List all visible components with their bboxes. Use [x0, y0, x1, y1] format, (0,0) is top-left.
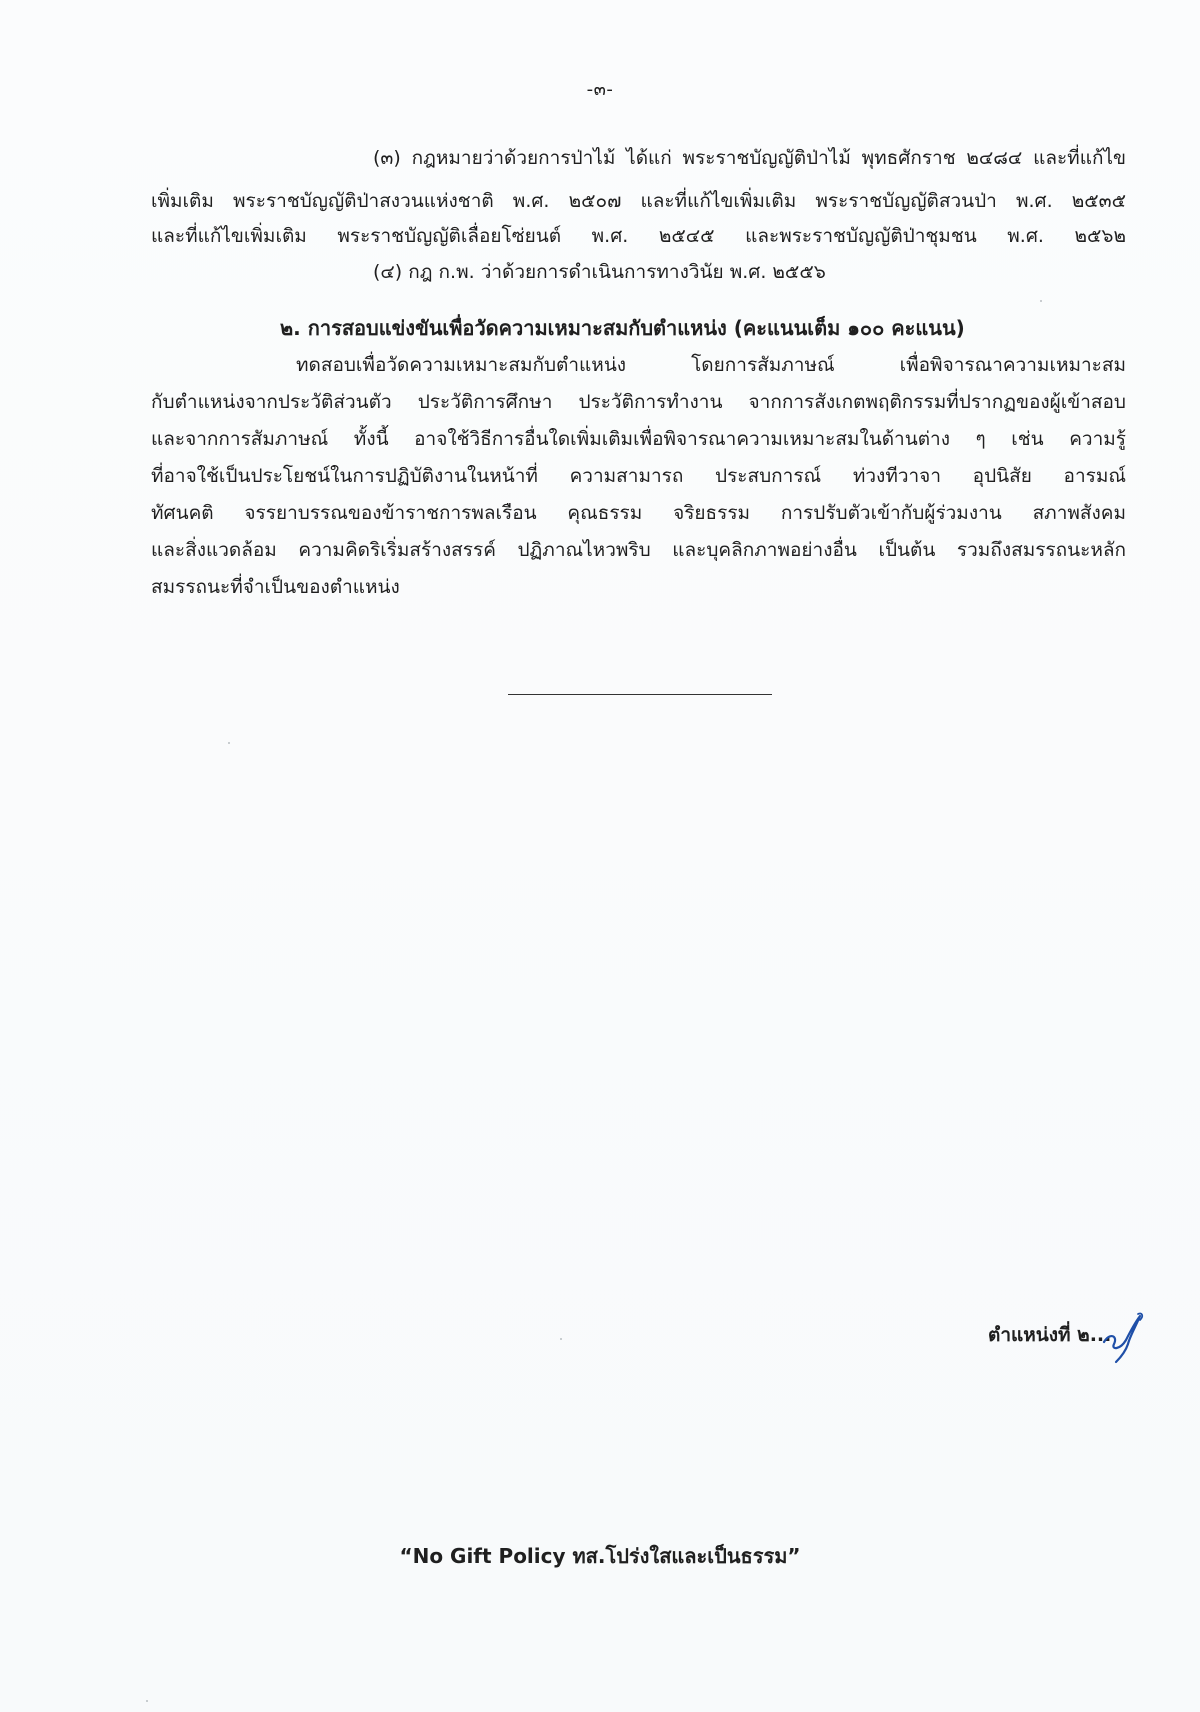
section-2-line-4: ที่อาจใช้เป็นประโยชน์ในการปฏิบัติงานในหน้าที่ ความสามารถ ประสบการณ์ ท่วงทีวาจา อุปนิสัย อารมณ์: [151, 465, 1126, 487]
law-item-3-line-2: เพิ่มเติม พระราชบัญญัติป่าสงวนแห่งชาติ พ.ศ. ๒๕๐๗ และที่แก้ไขเพิ่มเติม พระราชบัญญัติสวนป่า พ.ศ. ๒๕๓๕: [151, 190, 1126, 212]
footer-motto: “No Gift Policy ทส.โปร่งใสและเป็นธรรม”: [399, 1544, 801, 1568]
section-2-heading: ๒. การสอบแข่งขันเพื่อวัดความเหมาะสมกับตำแหน่ง (คะแนนเต็ม ๑๐๐ คะแนน): [280, 316, 965, 340]
section-2-line-5: ทัศนคติ จรรยาบรรณของข้าราชการพลเรือน คุณธรรม จริยธรรม การปรับตัวเข้ากับผู้ร่วมงาน สภาพสังคม: [151, 502, 1126, 524]
law-item-3-line-3: และที่แก้ไขเพิ่มเติม พระราชบัญญัติเลื่อยโซ่ยนต์ พ.ศ. ๒๕๔๕ และพระราชบัญญัติป่าชุมชน พ.ศ. ๒๕๖๒: [151, 225, 1126, 247]
handwritten-signature: [1100, 1306, 1148, 1366]
law-item-3-line-1: (๓) กฎหมายว่าด้วยการป่าไม้ ได้แก่ พระราชบัญญัติป่าไม้ พุทธศักราช ๒๔๘๔ และที่แก้ไข: [373, 147, 1126, 169]
section-2-line-2: กับตำแหน่งจากประวัติส่วนตัว ประวัติการศึกษา ประวัติการทำงาน จากการสังเกตพฤติกรรมที่ปรากฏของผู้เข้าสอบ: [151, 391, 1126, 413]
section-2-line-3: และจากการสัมภาษณ์ ทั้งนี้ อาจใช้วิธีการอื่นใดเพิ่มเติมเพื่อพิจารณาความเหมาะสมในด้านต่าง ๆ เช่น ความรู้: [151, 428, 1126, 450]
law-item-4: (๔) กฎ ก.พ. ว่าด้วยการดำเนินการทางวินัย พ.ศ. ๒๕๕๖: [373, 261, 826, 283]
section-2-line-7: สมรรถนะที่จำเป็นของตำแหน่ง: [151, 576, 400, 598]
position-reference: ตำแหน่งที่ ๒...: [988, 1324, 1112, 1346]
scan-speck: [228, 742, 230, 744]
scan-speck: [1040, 300, 1042, 302]
section-2-line-1: ทดสอบเพื่อวัดความเหมาะสมกับตำแหน่ง โดยการสัมภาษณ์ เพื่อพิจารณาความเหมาะสม: [296, 354, 1126, 376]
page-number: -๓-: [586, 79, 614, 100]
section-2-line-6: และสิ่งแวดล้อม ความคิดริเริ่มสร้างสรรค์ ปฏิภาณไหวพริบ และบุคลิกภาพอย่างอื่น เป็นต้น รวมถึงสมรรถนะหลัก: [151, 539, 1126, 561]
scan-speck: [560, 1338, 562, 1340]
end-of-content-divider: [508, 694, 772, 695]
scan-speck: [146, 1700, 148, 1702]
